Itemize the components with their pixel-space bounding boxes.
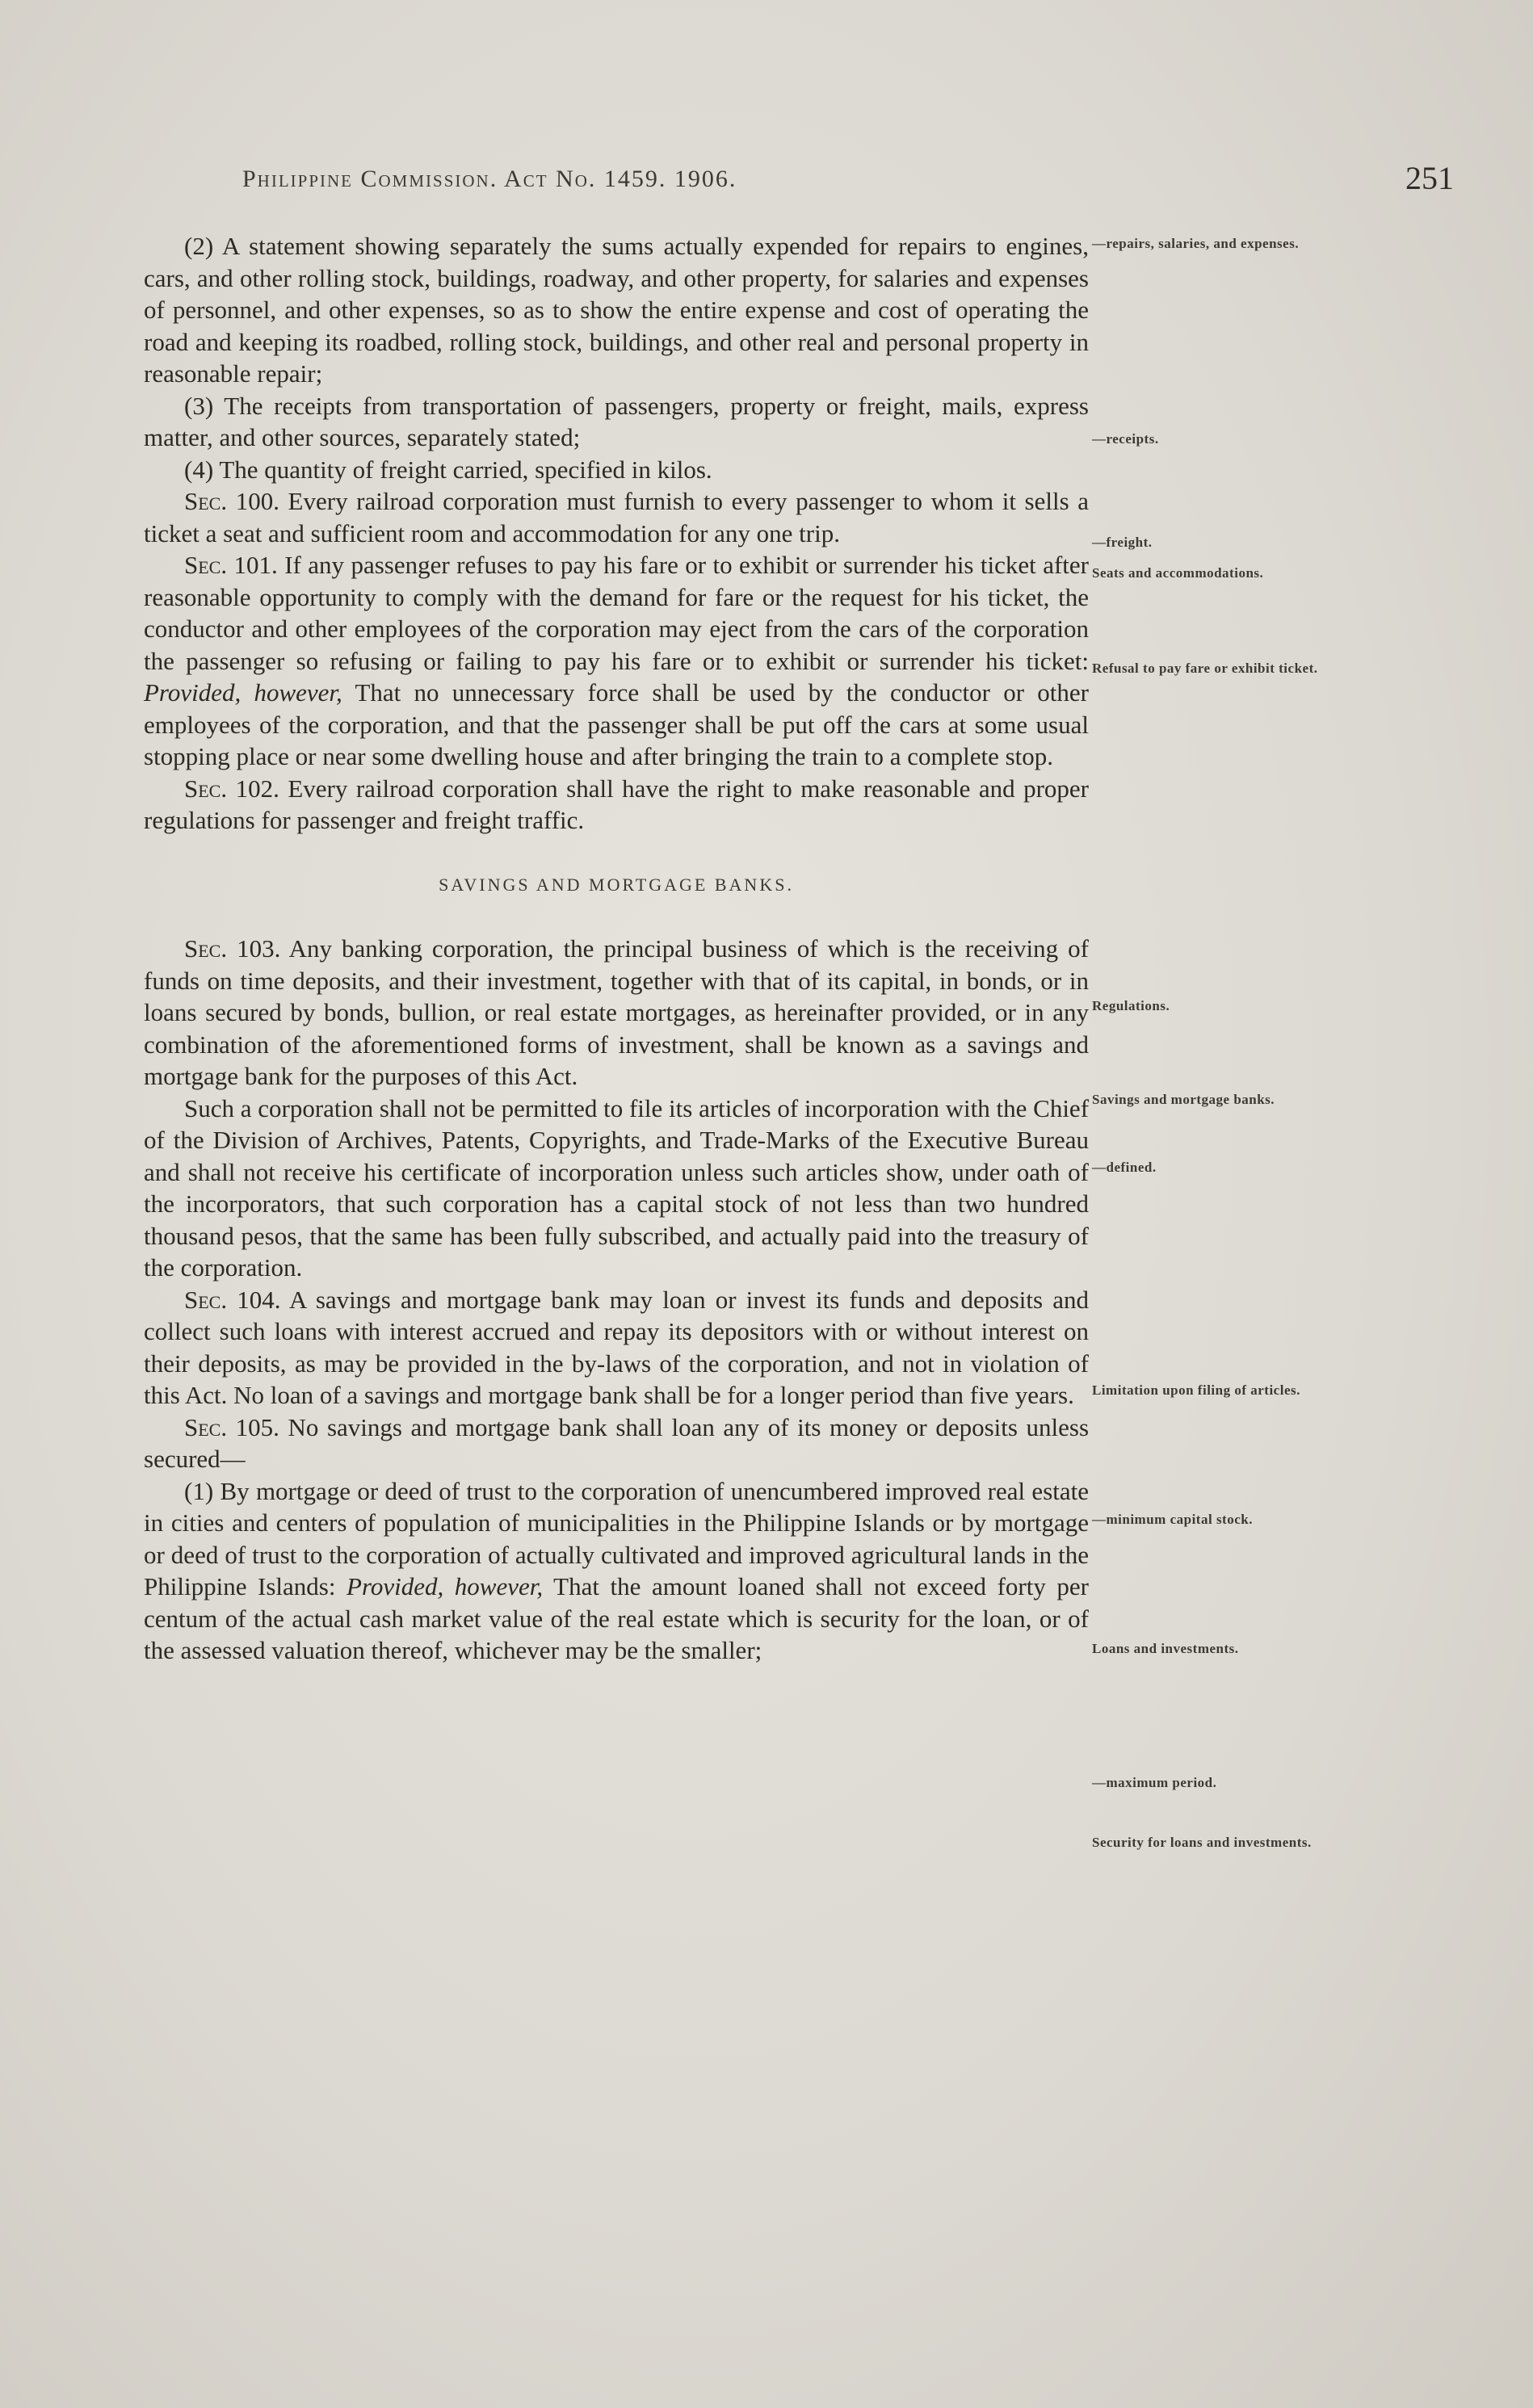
margin-notes [1092,0,1334,2408]
paragraph-item-4: (4) The quantity of freight carried, specified in kilos. [184,455,712,484]
margin-note-refusal: Refusal to pay fare or exhibit ticket. [1092,661,1318,676]
section-105-label: Sec. 105. [184,1412,279,1441]
section-102-label: Sec. 102. [184,774,279,803]
margin-note-maximum-period: —maximum period. [1092,1775,1217,1790]
running-head: Philippine Commission. Act No. 1459. 1906. [242,166,737,192]
section-101-label: Sec. 101. [184,551,278,579]
section-105-item-1-text-a: (1) By mortgage or deed of trust to the corporation of unencumbered improved real estate in cities and centers of population of municipalities in the Philippine Islands or by mortgage or deed of trust to the corporation of actually cultivated and improved agricultural lands in the Philippine Islands: [144,1476,1089,1600]
section-100-text: Every railroad corporation must furnish to every passenger to whom it sells a ticket a seat and sufficient room and accommodation for any one trip. [144,487,1089,547]
margin-note-receipts: —receipts. [1092,431,1159,447]
section-104 [144,1284,1089,1412]
section-101-proviso: Provided, however, [144,678,342,707]
margin-note-loans: Loans and investments. [1092,1641,1239,1656]
section-105-item-1 [144,1475,1089,1667]
section-105-item-1-text-b: That the amount loaned shall not exceed forty per centum of the actual cash market value of the real estate which is security for the loan, or of the assessed valuation thereof, whichever may be the smaller; [144,1572,1089,1664]
section-101 [144,549,1089,773]
section-105-text: No savings and mortgage bank shall loan any of its money or deposits unless secured— [144,1412,1090,1473]
section-103 [144,933,1089,1093]
section-104-label: Sec. 104. [184,1285,281,1314]
section-104-text: A savings and mortgage bank may loan or invest its funds and deposits and collect such loans with interest accrued and repay its depositors with or without interest on their deposits, as may be provided in the by-laws of the corporation, and not in violation of this Act. No loan of a savings and mortgage bank shall be for a longer period than five years. [144,1285,1089,1409]
section-105-item-1-proviso: Provided, however, [346,1572,544,1600]
section-103-paragraph-2: Such a corporation shall not be permitted to file its articles of incorporation with the Chief of the Division of Archives, Patents, Copyrights, and Trade-Marks of the Executive Bureau and shall not receive his certificate of incorporation unless such articles show, under oath of the incorporators, that such corporation has a capital stock of not less than two hundred thousand pesos, that the same has been fully subscribed, and actually paid into the treasury of the corporation. [144,1093,1090,1282]
section-102-text: Every railroad corporation shall have the right to make reasonable and proper regulations for passenger and freight traffic. [144,774,1090,834]
margin-note-minimum-capital: —minimum capital stock. [1092,1512,1253,1527]
paragraph-item-2: (2) A statement showing separately the sums actually expended for repairs to engines, cars, and other rolling stock, buildings, roadway, and other property, for salaries and expenses of personnel, and other expenses, so as to show the entire expense and cost of operating the road and keeping its roadbed, rolling stock, buildings, and other real and personal property in reasonable repair; [144,232,1089,388]
margin-note-regulations: Regulations. [1092,998,1170,1013]
section-102 [144,773,1089,837]
section-105 [144,1412,1089,1475]
margin-note-defined: —defined. [1092,1160,1157,1175]
margin-note-repairs: —repairs, salaries, and expenses. [1092,236,1300,251]
margin-note-savings: Savings and mortgage banks. [1092,1092,1275,1107]
margin-note-seats: Seats and accommodations. [1092,565,1264,581]
section-100-label: Sec. 100. [184,487,279,515]
section-heading: SAVINGS AND MORTGAGE BANKS. [439,874,794,895]
section-103-text: Any banking corporation, the principal business of which is the receiving of funds on time deposits, and their investment, together with that of its capital, in bonds, or in loans secured by bonds, bullion, or real estate mortgages, as hereinafter provided, or in any combination of the aforementioned forms of investment, shall be known as a savings and mortgage bank for the purposes of this Act. [144,934,1089,1090]
margin-note-limitation: Limitation upon filing of articles. [1092,1382,1300,1398]
margin-note-freight: —freight. [1092,535,1153,550]
body-text [144,230,1089,1667]
section-101-text-b: That no unnecessary force shall be used by the conductor or other employees of the corporation, and that the passenger shall be put off the cars at some usual stopping place or near some dwelling house and after bringing the train to a complete stop. [144,678,1089,770]
section-100 [144,485,1089,549]
section-101-text-a: If any passenger refuses to pay his fare or to exhibit or surrender his ticket after reasonable opportunity to comply with the demand for fare or the request for his ticket, the conductor and other employees of the corporation may eject from the cars of the corporation the passenger so refusing or failing to pay his fare or to exhibit or surrender his ticket: [144,551,1089,675]
margin-note-security: Security for loans and investments. [1092,1835,1312,1850]
page-number: 251 [1405,160,1454,196]
paragraph-item-3: (3) The receipts from transportation of passengers, property or freight, mails, express matter, and other sources, separately stated; [144,391,1089,451]
section-103-label: Sec. 103. [184,934,281,963]
